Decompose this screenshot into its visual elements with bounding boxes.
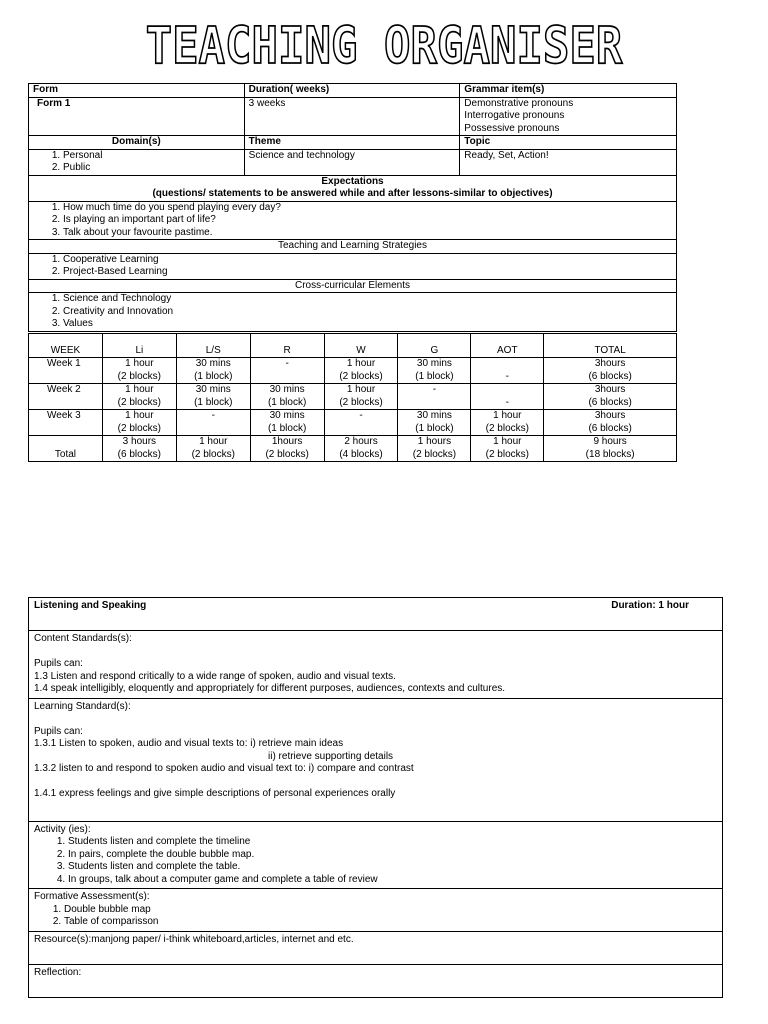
cell-blocks: (2 blocks)	[117, 422, 162, 434]
cell-duration: 1 hour	[199, 436, 228, 447]
cell-duration: 30 mins	[195, 358, 231, 369]
expectation-item: 2. Is playing an important part of life?	[63, 214, 672, 227]
header-aot: AOT	[471, 334, 544, 358]
grammar-item: Interrogative pronouns	[464, 110, 565, 121]
expectations-title: Expectations	[321, 175, 384, 187]
cell-blocks: (18 blocks)	[585, 448, 635, 460]
strategies-title: Teaching and Learning Strategies	[29, 240, 677, 254]
cell-duration: -	[211, 410, 215, 421]
cell-duration: -	[432, 384, 437, 395]
header-li: Li	[102, 334, 176, 358]
cell-duration: 3hours	[594, 384, 626, 395]
grammar-item: Demonstrative pronouns	[464, 97, 574, 109]
schedule-cell-total	[544, 358, 677, 384]
content-label: Content Standards(s):	[34, 633, 132, 644]
activity-label: Activity (ies):	[34, 823, 91, 835]
cce-item: 1. Science and Technology	[63, 293, 672, 306]
schedule-cell-g	[398, 410, 471, 436]
grammar-item: Possessive pronouns	[464, 122, 560, 134]
schedule-cell-ls	[176, 384, 250, 410]
cell-blocks: -	[505, 370, 509, 382]
assessment-label: Formative Assessment(s):	[34, 891, 150, 902]
assessment-item: 2. Table of comparisson	[64, 916, 717, 929]
cell-blocks: (1 block)	[415, 370, 454, 382]
cell-duration: 2 hours	[344, 436, 378, 447]
activity-item: 3. Students listen and complete the table.	[68, 861, 717, 874]
organiser-table	[28, 83, 677, 332]
page-title: TEACHING ORGANISER	[145, 17, 623, 76]
schedule-cell-aot	[471, 384, 544, 410]
cell-duration: 30 mins	[195, 384, 231, 395]
expectation-item: 1. How much time do you spend playing every day?	[63, 202, 672, 215]
cell-duration	[473, 384, 541, 397]
expectations-list	[29, 201, 677, 240]
content-item: 1.4 speak intelligibly, eloquently and appropriately for different purposes, audiences, contexts and cultures.	[34, 683, 506, 694]
cell-blocks: (6 blocks)	[588, 370, 632, 382]
schedule-cell-ls	[176, 358, 250, 384]
lesson-header	[29, 598, 723, 631]
cell-blocks: (2 blocks)	[117, 396, 162, 408]
cell-duration: -	[359, 410, 363, 421]
cell-blocks: (1 block)	[267, 422, 307, 434]
cell-blocks	[253, 371, 322, 384]
header-r: R	[250, 334, 324, 358]
schedule-cell-g	[398, 358, 471, 384]
schedule-cell-r	[250, 358, 324, 384]
header-ls: L/S	[176, 334, 250, 358]
domain-label: Domain(s)	[29, 136, 245, 150]
cce-item: 2. Creativity and Innovation	[63, 306, 672, 319]
cell-blocks: (2 blocks)	[265, 448, 309, 460]
schedule-week: Total	[29, 436, 103, 462]
expectations-subtitle: (questions/ statements to be answered while and after lessons-similar to objectives)	[152, 188, 553, 199]
schedule-cell-ls	[176, 436, 250, 462]
cell-duration	[473, 358, 541, 371]
schedule-cell-g	[398, 436, 471, 462]
cce-list	[29, 293, 677, 332]
schedule-cell-aot	[471, 436, 544, 462]
learning-label: Learning Standard(s):	[34, 700, 131, 712]
header-total: TOTAL	[544, 334, 677, 358]
schedule-cell-w	[324, 436, 398, 462]
topic-label: Topic	[460, 136, 677, 150]
cell-duration: 30 mins	[416, 410, 452, 421]
cell-duration: 3 hours	[122, 436, 157, 447]
form-label: Form	[29, 84, 245, 98]
activity-item: 4. In groups, talk about a computer game and complete a table of review	[68, 874, 717, 887]
assessment-item: 1. Double bubble map	[64, 904, 717, 917]
form-value: Form 1	[29, 97, 245, 136]
schedule-row	[29, 410, 677, 436]
cell-blocks: (2 blocks)	[339, 370, 383, 382]
strategies-list	[29, 253, 677, 279]
schedule-cell-aot	[471, 410, 544, 436]
theme-label: Theme	[244, 136, 460, 150]
cell-blocks	[327, 423, 396, 436]
formative-assessment	[29, 889, 723, 932]
schedule-cell-total	[544, 436, 677, 462]
content-item: 1.3 Listen and respond critically to a wide range of spoken, audio and visual texts.	[34, 670, 396, 682]
cell-blocks: (2 blocks)	[117, 370, 162, 382]
cell-duration: 1 hours	[417, 436, 452, 447]
cell-duration: 1 hour	[125, 384, 154, 395]
content-standards	[29, 631, 723, 699]
cell-duration: 3hours	[594, 410, 626, 421]
cce-item: 3. Values	[63, 318, 672, 331]
schedule-cell-li	[102, 358, 176, 384]
schedule-row	[29, 384, 677, 410]
cell-duration: 1hours	[271, 436, 303, 447]
schedule-cell-total	[544, 410, 677, 436]
schedule-cell-w	[324, 384, 398, 410]
activity-item: 2. In pairs, complete the double bubble map.	[68, 849, 717, 862]
cell-blocks: (2 blocks)	[485, 448, 529, 460]
learning-standard: 1.3.2 listen to and respond to spoken audio and visual text to: i) compare and contrast	[34, 763, 414, 774]
schedule-row	[29, 436, 677, 462]
lesson-duration: Duration: 1 hour	[611, 600, 689, 611]
cell-blocks: (1 block)	[194, 370, 233, 382]
cell-blocks: (1 block)	[267, 396, 307, 408]
schedule-cell-r	[250, 410, 324, 436]
header-w: W	[324, 334, 398, 358]
cell-blocks: (6 blocks)	[588, 396, 632, 408]
cell-blocks: (2 blocks)	[191, 448, 235, 460]
schedule-week: Week 3	[29, 410, 103, 436]
schedule-row	[29, 358, 677, 384]
cell-duration: 30 mins	[269, 410, 305, 421]
grammar-label: Grammar item(s)	[460, 84, 677, 98]
reflection: Reflection:	[29, 964, 723, 997]
cell-duration: 1 hour	[346, 358, 376, 369]
cell-duration: 1 hour	[125, 410, 154, 421]
cell-blocks: (1 block)	[415, 422, 454, 434]
schedule-week: Week 1	[29, 358, 103, 384]
schedule-week: Week 2	[29, 384, 103, 410]
domain-list	[29, 149, 245, 175]
strategy-item: 2. Project-Based Learning	[63, 266, 672, 279]
cell-duration: -	[285, 358, 289, 369]
schedule-cell-w	[324, 410, 398, 436]
strategy-item: 1. Cooperative Learning	[63, 254, 672, 267]
learning-standards	[29, 698, 723, 821]
cell-blocks: (4 blocks)	[339, 448, 383, 460]
schedule-table	[28, 333, 677, 462]
cell-blocks: (6 blocks)	[588, 422, 632, 434]
learning-standard: 1.3.1 Listen to spoken, audio and visual texts to: i) retrieve main ideas	[34, 738, 344, 749]
cell-blocks: (6 blocks)	[117, 448, 162, 460]
activities	[29, 821, 723, 889]
duration-value: 3 weeks	[244, 97, 460, 136]
header-g: G	[398, 334, 471, 358]
cell-duration: 1 hour	[493, 436, 522, 447]
activity-item: 1. Students listen and complete the timeline	[68, 836, 717, 849]
schedule-cell-li	[102, 410, 176, 436]
cce-title: Cross-curricular Elements	[29, 279, 677, 293]
lesson-table	[28, 597, 723, 998]
expectations-header	[29, 175, 677, 201]
cell-duration: 3hours	[594, 358, 626, 369]
schedule-cell-li	[102, 384, 176, 410]
expectation-item: 3. Talk about your favourite pastime.	[63, 227, 672, 240]
domain-item: 2. Public	[63, 162, 240, 175]
topic-value: Ready, Set, Action!	[460, 149, 677, 175]
learning-standard: 1.4.1 express feelings and give simple descriptions of personal experiences orally	[34, 788, 396, 799]
schedule-cell-w	[324, 358, 398, 384]
schedule-cell-aot	[471, 358, 544, 384]
cell-blocks: (1 block)	[194, 396, 233, 408]
cell-blocks	[400, 397, 468, 410]
theme-value: Science and technology	[244, 149, 460, 175]
cell-duration: 1 hour	[493, 410, 522, 421]
cell-duration: 1 hour	[125, 358, 154, 369]
schedule-cell-total	[544, 384, 677, 410]
duration-label: Duration( weeks)	[244, 84, 460, 98]
learning-standard-sub: ii) retrieve supporting details	[268, 750, 394, 762]
content-intro: Pupils can:	[34, 658, 83, 669]
resources: Resource(s):manjong paper/ i-think whiteboard,articles, internet and etc.	[29, 931, 723, 964]
cell-duration: 9 hours	[593, 436, 627, 447]
schedule-cell-r	[250, 436, 324, 462]
cell-blocks: (2 blocks)	[339, 396, 383, 408]
cell-blocks: (2 blocks)	[485, 422, 529, 434]
cell-duration: 1 hour	[346, 384, 376, 395]
cell-blocks: -	[505, 396, 509, 408]
domain-item: 1. Personal	[63, 150, 240, 163]
grammar-items	[460, 97, 677, 136]
cell-blocks: (2 blocks)	[412, 448, 457, 460]
schedule-cell-ls	[176, 410, 250, 436]
cell-duration: 30 mins	[416, 358, 452, 369]
cell-blocks	[179, 423, 248, 436]
cell-duration: 30 mins	[269, 384, 305, 395]
schedule-cell-r	[250, 384, 324, 410]
lesson-skill: Listening and Speaking	[34, 600, 147, 611]
schedule-cell-li	[102, 436, 176, 462]
learning-intro: Pupils can:	[34, 725, 83, 737]
schedule-cell-g	[398, 384, 471, 410]
header-week: WEEK	[29, 334, 103, 358]
